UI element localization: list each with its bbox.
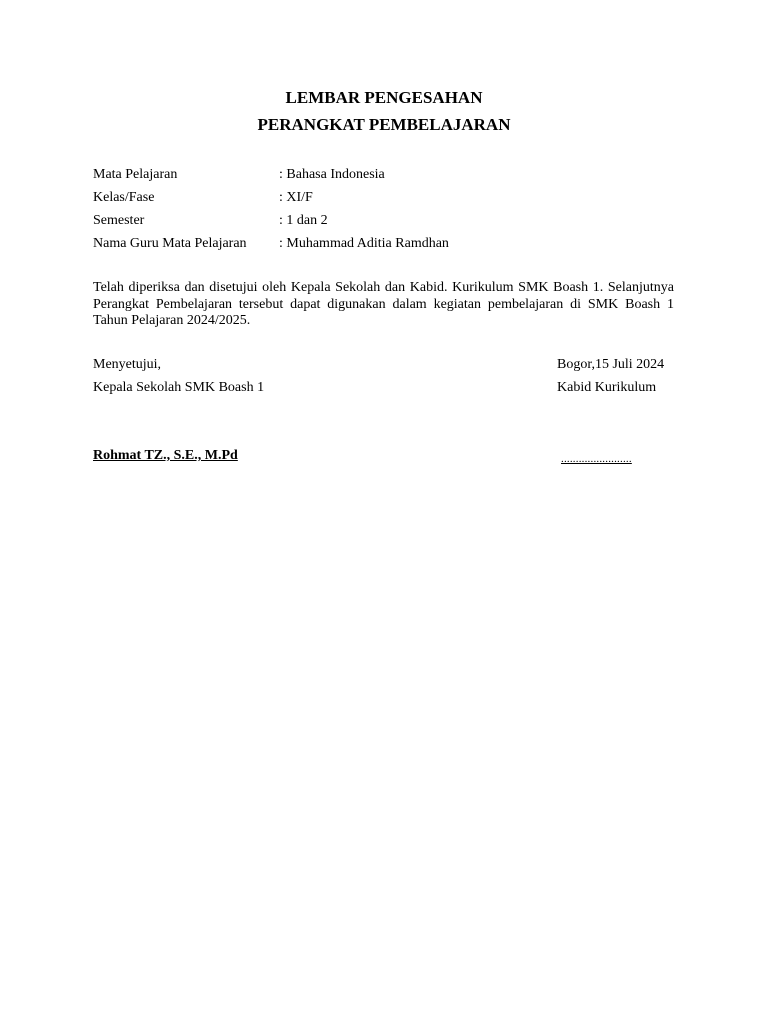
info-row-mata-pelajaran xyxy=(93,166,683,189)
info-row-semester xyxy=(93,212,683,235)
info-row-nama-guru xyxy=(93,235,683,258)
info-table xyxy=(93,166,683,258)
info-value: : Muhammad Aditia Ramdhan xyxy=(279,236,449,251)
document-title-line2: PERANGKAT PEMBELAJARAN xyxy=(257,115,511,134)
principal-role: Kepala Sekolah SMK Boash 1 xyxy=(93,380,265,395)
info-value: : 1 dan 2 xyxy=(279,213,328,228)
approval-label: Menyetujui, xyxy=(93,357,162,372)
info-label: Semester xyxy=(93,213,145,228)
curriculum-head-name-blank: ........................ xyxy=(561,453,632,465)
place-date: Bogor,15 Juli 2024 xyxy=(557,357,665,372)
info-label: Kelas/Fase xyxy=(93,190,155,205)
info-row-kelas-fase xyxy=(93,189,683,212)
info-label: Mata Pelajaran xyxy=(93,167,178,182)
info-label: Nama Guru Mata Pelajaran xyxy=(93,236,247,251)
principal-name: Rohmat TZ., S.E., M.Pd xyxy=(93,448,238,463)
document-title-line1: LEMBAR PENGESAHAN xyxy=(285,88,483,107)
approval-paragraph: Telah diperiksa dan disetujui oleh Kepala Sekolah dan Kabid. Kurikulum SMK Boash 1. Selanjutnya Perangkat Pembelajaran tersebut dapat digunakan dalam kegiatan pembelajaran di SMK Boash 1 Tahun Pelajaran 2024/2025. xyxy=(93,280,674,328)
info-value: : XI/F xyxy=(279,190,313,205)
info-value: : Bahasa Indonesia xyxy=(279,167,385,182)
curriculum-head-role: Kabid Kurikulum xyxy=(557,380,657,395)
